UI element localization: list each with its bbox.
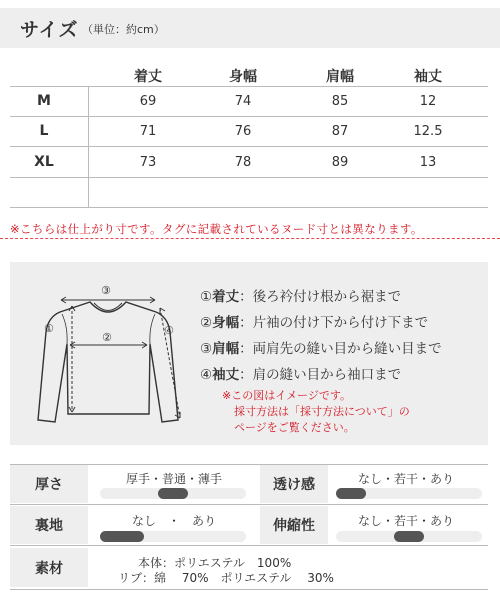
- table-divider: [10, 146, 488, 147]
- lining-indicator: [100, 531, 144, 542]
- spec-label-transparency: 透け感: [260, 465, 328, 503]
- unit-label: （単位：約cm）: [82, 23, 165, 36]
- marker-shoulder: ③: [101, 284, 111, 297]
- diagram-caption: 採寸方法は「採寸方法について」の: [234, 405, 410, 418]
- spec-divider: [10, 589, 488, 590]
- table-cell: 78: [234, 155, 252, 170]
- measurement-desc: ：片袖の付け下から付け下まで: [239, 315, 429, 331]
- table-divider: [10, 207, 488, 208]
- transparency-scale: なし・若干・あり: [357, 472, 454, 486]
- diagram-caption: ページをご覧ください。: [234, 421, 355, 434]
- col-header-shoulder: 肩幅: [326, 69, 354, 85]
- table-cell: 71: [139, 124, 157, 139]
- dashed-divider: [0, 238, 500, 239]
- thickness-track: [100, 488, 246, 499]
- measurement-name: 肩幅: [212, 341, 240, 357]
- measurement-name: 袖丈: [212, 367, 240, 383]
- measurement-diagram: [10, 262, 488, 445]
- table-cell: 13: [419, 155, 437, 170]
- table-cell: 89: [331, 155, 349, 170]
- table-column-divider: [88, 86, 89, 207]
- measurement-desc: ：後ろ衿付け根から裾まで: [239, 289, 402, 305]
- measurement-line: [200, 311, 428, 331]
- table-cell: 73: [139, 155, 157, 170]
- table-cell: 74: [234, 94, 252, 109]
- lining-track: [100, 531, 246, 542]
- diagram-caption: ※この図はイメージです。: [222, 389, 352, 402]
- measurement-line: [200, 363, 401, 383]
- shirt-outline: [38, 302, 178, 422]
- table-cell: 87: [331, 124, 349, 139]
- section-header: [0, 8, 500, 48]
- table-cell: 12.5: [413, 124, 443, 139]
- measurement-name: 着丈: [212, 289, 240, 305]
- transparency-track: [336, 488, 482, 499]
- table-divider: [10, 86, 488, 87]
- table-cell: 76: [234, 124, 252, 139]
- thickness-scale: 厚手・普通・薄手: [125, 472, 222, 486]
- row-size-l: L: [39, 123, 49, 139]
- transparency-indicator: [336, 488, 366, 499]
- shirt-illustration: [28, 272, 188, 437]
- table-divider: [10, 177, 488, 178]
- stretch-scale: なし・若干・あり: [357, 514, 454, 528]
- measurement-name: 身幅: [212, 315, 240, 331]
- spec-divider: [10, 504, 488, 505]
- marker-sleeve: ④: [164, 324, 174, 337]
- spec-divider: [10, 545, 488, 546]
- spec-label-material: 素材: [10, 548, 88, 587]
- lining-scale: なし ・ あり: [131, 514, 216, 528]
- material-line: 本体：ポリエステル 100%: [138, 556, 292, 570]
- table-cell: 12: [419, 94, 437, 109]
- finished-size-note: ※こちらは仕上がり寸です。タグに記載されているヌード寸とは異なります。: [10, 222, 423, 236]
- stretch-track: [336, 531, 482, 542]
- section-title: サイズ: [20, 19, 79, 41]
- col-header-length: 着丈: [134, 69, 162, 85]
- measurement-line: [200, 285, 401, 305]
- spec-label-lining: 裏地: [10, 506, 88, 544]
- measurement-desc: ：肩の縫い目から袖口まで: [239, 367, 402, 383]
- col-header-sleeve: 袖丈: [414, 69, 442, 85]
- measurement-number: ②: [200, 315, 213, 331]
- material-line: リブ：綿 70% ポリエステル 30%: [118, 571, 334, 585]
- thickness-indicator: [158, 488, 188, 499]
- marker-length: ①: [44, 322, 54, 335]
- marker-width: ②: [102, 331, 112, 344]
- table-cell: 69: [139, 94, 157, 109]
- stretch-indicator: [394, 531, 424, 542]
- measurement-desc: ：両肩先の縫い目から縫い目まで: [239, 341, 442, 357]
- table-divider: [10, 116, 488, 117]
- measurement-number: ④: [200, 367, 213, 383]
- spec-label-thickness: 厚さ: [10, 465, 88, 503]
- table-cell: 85: [331, 94, 349, 109]
- col-header-width: 身幅: [229, 69, 257, 85]
- measurement-number: ①: [200, 289, 213, 305]
- measurement-line: [200, 337, 442, 357]
- row-size-xl: XL: [34, 154, 54, 170]
- spec-label-stretch: 伸縮性: [260, 506, 328, 544]
- row-size-m: M: [37, 93, 51, 109]
- measurement-number: ③: [200, 341, 213, 357]
